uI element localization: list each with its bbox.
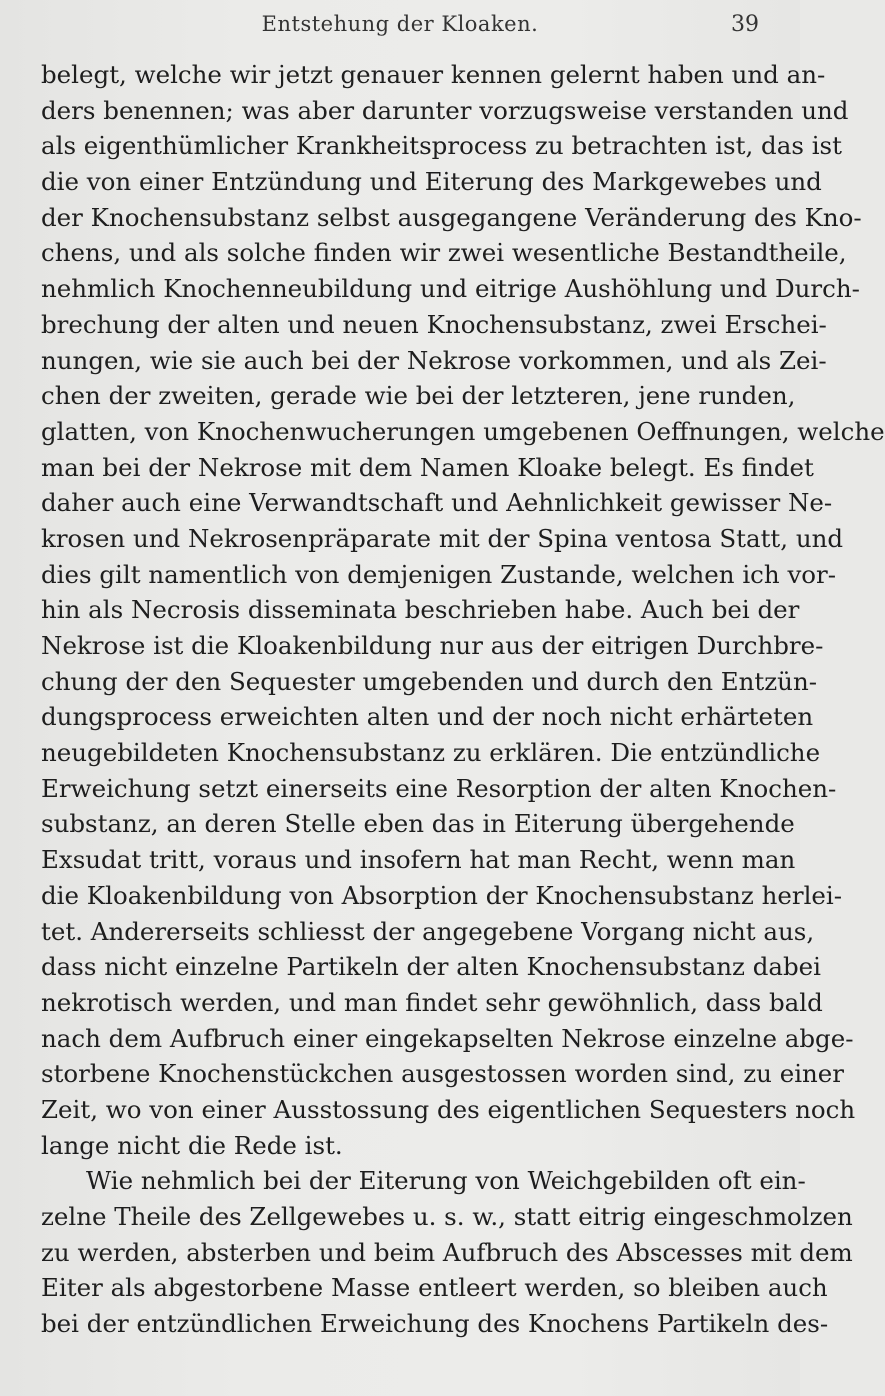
text-line: daher auch eine Verwandtschaft und Aehnlichkeit gewisser Ne- xyxy=(41,488,833,518)
text-line: der Knochensubstanz selbst ausgegangene Veränderung des Kno- xyxy=(41,202,862,232)
text-line: dies gilt namentlich von demjenigen Zustande, welchen ich vor- xyxy=(41,559,837,589)
text-line: krosen und Nekrosenpräparate mit der Spina ventosa Statt, und xyxy=(41,523,844,553)
text-line: Erweichung setzt einerseits eine Resorption der alten Knochen- xyxy=(41,773,837,803)
text-line: tet. Andererseits schliesst der angegebene Vorgang nicht aus, xyxy=(41,916,815,946)
text-line: substanz, an deren Stelle eben das in Eiterung übergehende xyxy=(41,809,795,839)
text-line: neugebildeten Knochensubstanz zu erklären. Die entzündliche xyxy=(41,738,821,768)
paragraph-start-line: Wie nehmlich bei der Eiterung von Weichgebilden oft ein- xyxy=(86,1166,806,1196)
text-line: zu werden, absterben und beim Aufbruch des Abscesses mit dem xyxy=(41,1237,853,1267)
text-line: ders benennen; was aber darunter vorzugsweise verstanden und xyxy=(41,95,849,125)
body-text xyxy=(41,57,885,1342)
page-number: 39 xyxy=(731,12,759,37)
text-line: Eiter als abgestorbene Masse entleert werden, so bleiben auch xyxy=(41,1273,828,1303)
text-line: die von einer Entzündung und Eiterung des Markgewebes und xyxy=(41,167,822,197)
running-head xyxy=(0,12,800,42)
text-line: als eigenthümlicher Krankheitsprocess zu betrachten ist, das ist xyxy=(41,131,842,161)
text-line: Nekrose ist die Kloakenbildung nur aus der eitrigen Durchbre- xyxy=(41,631,824,660)
text-line: chens, und als solche finden wir zwei wesentliche Bestandtheile, xyxy=(41,238,847,268)
text-line: chen der zweiten, gerade wie bei der letzteren, jene runden, xyxy=(41,381,796,411)
paragraph-end-line: lange nicht die Rede ist. xyxy=(41,1130,343,1160)
running-title: Entstehung der Kloaken. xyxy=(261,12,539,36)
text-line: glatten, von Knochenwucherungen umgebenen Oeffnungen, welche xyxy=(41,416,885,446)
text-line: zelne Theile des Zellgewebes u. s. w., statt eitrig eingeschmolzen xyxy=(41,1202,853,1231)
text-line: bei der entzündlichen Erweichung des Knochens Partikeln des- xyxy=(41,1309,829,1339)
text-line: belegt, welche wir jetzt genauer kennen gelernt haben und an- xyxy=(41,60,826,89)
text-line: dungsprocess erweichten alten und der noch nicht erhärteten xyxy=(41,702,814,732)
text-line: Zeit, wo von einer Ausstossung des eigentlichen Sequesters noch xyxy=(41,1094,856,1124)
text-line: nehmlich Knochenneubildung und eitrige Aushöhlung und Durch- xyxy=(41,274,860,304)
text-line: die Kloakenbildung von Absorption der Knochensubstanz herlei- xyxy=(41,880,843,910)
text-line: nach dem Aufbruch einer eingekapselten Nekrose einzelne abge- xyxy=(41,1023,854,1053)
text-line: brechung der alten und neuen Knochensubstanz, zwei Erschei- xyxy=(41,309,827,339)
text-line: nekrotisch werden, und man findet sehr gewöhnlich, dass bald xyxy=(41,987,823,1017)
text-line: man bei der Nekrose mit dem Namen Kloake belegt. Es findet xyxy=(41,452,814,482)
text-line: storbene Knochenstückchen ausgestossen worden sind, zu einer xyxy=(41,1059,845,1089)
text-line: Exsudat tritt, voraus und insofern hat man Recht, wenn man xyxy=(41,845,796,875)
text-line: dass nicht einzelne Partikeln der alten Knochensubstanz dabei xyxy=(41,952,822,982)
text-line: nungen, wie sie auch bei der Nekrose vorkommen, und als Zei- xyxy=(41,345,827,375)
text-line: hin als Necrosis disseminata beschrieben habe. Auch bei der xyxy=(41,595,800,625)
text-line: chung der den Sequester umgebenden und durch den Entzün- xyxy=(41,666,818,696)
